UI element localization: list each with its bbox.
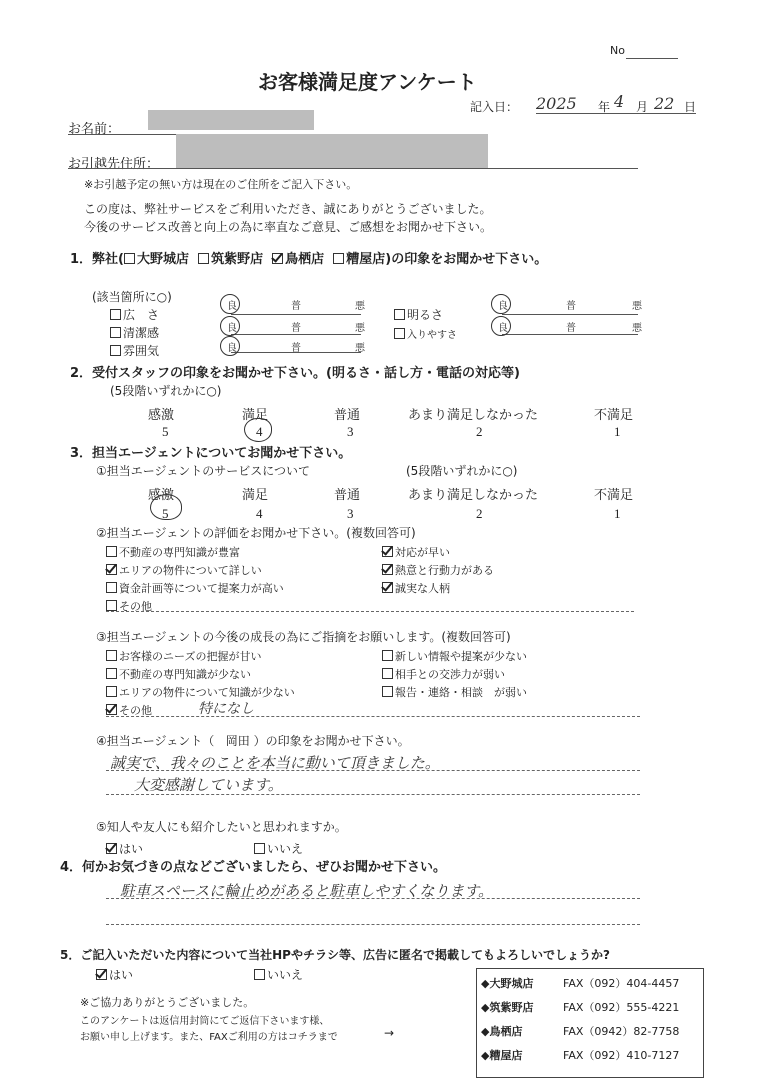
- date-month[interactable]: 4: [614, 92, 625, 111]
- rating-circle-good: [220, 294, 240, 314]
- q3-sub5-yes-label: はい: [119, 842, 144, 856]
- address-note: ※お引越予定の無い方は現在のご住所をご記入下さい。: [84, 178, 358, 191]
- address-label: お引越先住所：: [68, 157, 160, 172]
- q2-option-label-4: 満足: [242, 408, 269, 423]
- q5-no: [254, 966, 303, 983]
- contact-store-onojo: ◆大野城店: [481, 977, 534, 990]
- q2-option-label-1: 不満足: [594, 408, 634, 423]
- q1-suffix: )の印象をお聞かせ下さい。: [385, 252, 548, 267]
- q3-sub3-item-knowledge: [106, 666, 251, 682]
- q3-sub3-other-text[interactable]: 特になし: [198, 701, 254, 717]
- q3-sub5-checkbox-yes[interactable]: [106, 843, 117, 854]
- q3-sub5-title: ⑤知人や友人にも紹介したいと思われますか。: [96, 820, 347, 834]
- q3-sub2-label-area: エリアの物件について詳しい: [119, 564, 262, 577]
- q2-option-value-2[interactable]: 2: [476, 424, 483, 439]
- contact-fax-kasuya: FAX（092）410-7127: [563, 1049, 680, 1062]
- scale-mid-label: 普: [566, 323, 576, 334]
- contact-fax-onojo: FAX（092）404-4457: [563, 977, 680, 990]
- scale-line[interactable]: [231, 314, 361, 315]
- q2-title: 2．受付スタッフの印象をお聞かせ下さい。(明るさ・話し方・電話の対応等): [70, 366, 520, 381]
- q3-sub4-title-pre: ④担当エージェント（: [96, 734, 215, 748]
- q1-item-space-label: 広 さ: [123, 308, 160, 322]
- q3-sub2-label-passion: 熱意と行動力がある: [395, 564, 494, 577]
- name-label: お名前：: [68, 122, 121, 137]
- q3-sub3-checkbox-needs[interactable]: [106, 650, 117, 661]
- page-title: お客様満足度アンケート: [258, 70, 477, 94]
- q1-item-atmosphere-label: 雰囲気: [123, 344, 160, 358]
- q3-sub4-answer-line-2[interactable]: 大変感謝しています。: [134, 776, 283, 794]
- q3-sub3-label-area: エリアの物件について知識が少ない: [119, 686, 295, 699]
- q5-checkbox-no[interactable]: [254, 969, 265, 980]
- q3-sub4-answer-line-1[interactable]: 誠実で、我々のことを本当に動いて頂きました。: [110, 754, 440, 772]
- q3-option-value-4[interactable]: 4: [256, 506, 263, 521]
- q3-option-label-2: あまり満足しなかった: [408, 488, 539, 503]
- rating-circle-good: [491, 294, 511, 314]
- q3-sub2-label-sincere: 誠実な人柄: [395, 582, 450, 595]
- q3-sub3-checkbox-reporting[interactable]: [382, 686, 393, 697]
- scale-good-label: 良: [498, 301, 508, 312]
- intro-line-2: 今後のサービス改善と向上の為に率直なご意見、ご感想をお聞かせ下さい。: [84, 220, 493, 234]
- q1-item-brightness-label: 明るさ: [407, 308, 444, 322]
- q3-sub2-checkbox-area[interactable]: [106, 564, 117, 575]
- number-label: No: [610, 44, 625, 57]
- q3-sub3-item-negotiation: [382, 666, 505, 682]
- address-underline: [68, 168, 638, 169]
- q3-sub2-checkbox-finance[interactable]: [106, 582, 117, 593]
- scale-bad-label: 悪: [355, 343, 365, 354]
- q3-sub2-checkbox-passion[interactable]: [382, 564, 393, 575]
- q1-item-brightness: [394, 306, 443, 323]
- q1-item-clean: [110, 324, 159, 341]
- q3-sub3-label-needs: お客様のニーズの把握が甘い: [119, 650, 262, 663]
- q1-checkbox-clean[interactable]: [110, 327, 121, 338]
- q2-option-label-3: 普通: [334, 408, 361, 423]
- date-underline: [536, 113, 696, 114]
- rating-circle-good: [220, 336, 240, 356]
- scale-line[interactable]: [231, 352, 361, 353]
- q3-sub3-item-needs: [106, 648, 261, 664]
- fax-contact-box: [476, 968, 704, 1078]
- scale-bad-label: 悪: [355, 301, 365, 312]
- q3-sub2-item-sincere: [382, 580, 450, 596]
- q3-sub2-item-quick: [382, 544, 450, 560]
- q3-sub4-title: [96, 732, 410, 749]
- intro-line-1: この度は、弊社サービスをご利用いただき、誠にありがとうございました。: [84, 202, 492, 216]
- store-checkbox-onojo[interactable]: [124, 253, 135, 264]
- q2-option-value-4[interactable]: 4: [256, 424, 263, 439]
- rating-circle-good: [491, 316, 511, 336]
- scale-good-label: 良: [227, 343, 237, 354]
- q3-option-label-5: 感激: [148, 488, 175, 503]
- q1-checkbox-space[interactable]: [110, 309, 121, 320]
- store-checkbox-tosu[interactable]: [272, 253, 283, 264]
- q3-sub2-item-area: [106, 562, 262, 578]
- store-label-onojo: 大野城店: [137, 252, 190, 267]
- q3-sub3-other-line[interactable]: [106, 716, 640, 717]
- q3-sub1-title: ①担当エージェントのサービスについて: [96, 464, 311, 478]
- q4-title: 4．何かお気づきの点などございましたら、ぜひお聞かせ下さい。: [60, 860, 447, 875]
- q3-option-value-3[interactable]: 3: [347, 506, 354, 521]
- q1-item-accessibility: [394, 326, 457, 341]
- q3-sub5-yes: [106, 840, 143, 857]
- footer-thanks: ※ご協力ありがとうございました。: [80, 996, 255, 1009]
- q1-item-accessibility-label: 入りやすさ: [407, 330, 457, 341]
- q2-option-value-5[interactable]: 5: [162, 424, 169, 439]
- footer-note-1: このアンケートは返信用封筒にてご返信下さいます様、: [80, 1016, 330, 1027]
- scale-bad-label: 悪: [355, 323, 365, 334]
- q1-checkbox-brightness[interactable]: [394, 309, 405, 320]
- contact-store-kasuya: ◆糟屋店: [481, 1049, 523, 1062]
- store-label-chikushino: 筑紫野店: [211, 252, 264, 267]
- q2-selection-circle: [244, 418, 272, 442]
- scale-good-label: 良: [227, 323, 237, 334]
- q3-sub3-label-reporting: 報告・連絡・相談 が弱い: [395, 686, 527, 699]
- q3-sub3-label-proposals: 新しい情報や提案が少ない: [395, 650, 527, 663]
- q2-option-label-2: あまり満足しなかった: [408, 408, 539, 423]
- q5-checkbox-yes[interactable]: [96, 969, 107, 980]
- q3-sub2-item-passion: [382, 562, 494, 578]
- date-day[interactable]: 22: [654, 94, 675, 113]
- q3-sub3-checkbox-proposals[interactable]: [382, 650, 393, 661]
- q3-sub2-item-knowledge: [106, 544, 240, 560]
- q1-checkbox-accessibility[interactable]: [394, 328, 405, 339]
- q1-instruction: (該当箇所に○): [92, 290, 172, 304]
- q2-option-label-5: 感激: [148, 408, 175, 423]
- q3-sub3-item-reporting: [382, 684, 527, 700]
- scale-line[interactable]: [502, 334, 638, 335]
- store-checkbox-kasuya[interactable]: [333, 253, 344, 264]
- q4-line-1: [106, 898, 640, 899]
- q1-prefix: 1．弊社(: [70, 252, 124, 267]
- q1-item-atmosphere: [110, 342, 159, 359]
- footer-note-2: お願い申し上げます。また、FAXご利用の方はコチラまで: [80, 1032, 338, 1043]
- q2-option-value-1[interactable]: 1: [614, 424, 621, 439]
- address-redaction: [176, 134, 488, 168]
- store-checkbox-chikushino[interactable]: [198, 253, 209, 264]
- q3-sub3-item-proposals: [382, 648, 527, 664]
- q3-option-value-1[interactable]: 1: [614, 506, 621, 521]
- q1-title: [70, 248, 547, 267]
- store-label-kasuya: 糟屋店: [346, 252, 386, 267]
- q3-sub1-instruction: (5段階いずれかに○): [406, 464, 518, 478]
- q3-option-label-3: 普通: [334, 488, 361, 503]
- rating-circle-good: [220, 316, 240, 336]
- arrow-right-icon: →: [384, 1026, 395, 1040]
- q3-sub2-label-quick: 対応が早い: [395, 546, 450, 559]
- date-label: 記入日：: [470, 100, 519, 114]
- q3-title: 3．担当エージェントについてお聞かせ下さい。: [70, 446, 352, 461]
- q3-sub2-title: ②担当エージェントの評価をお聞かせ下さい。(複数回答可): [96, 526, 416, 540]
- q3-sub3-title: ③担当エージェントの今後の成長の為にご指摘をお願いします。(複数回答可): [96, 630, 511, 644]
- q3-sub2-checkbox-quick[interactable]: [382, 546, 393, 557]
- q3-option-value-2[interactable]: 2: [476, 506, 483, 521]
- q3-sub2-checkbox-sincere[interactable]: [382, 582, 393, 593]
- contact-store-chikushino: ◆筑紫野店: [481, 1001, 534, 1014]
- q3-sub3-label-knowledge: 不動産の専門知識が少ない: [119, 668, 251, 681]
- date-year[interactable]: 2025: [536, 94, 577, 113]
- q3-sub2-checkbox-knowledge[interactable]: [106, 546, 117, 557]
- scale-mid-label: 普: [291, 343, 301, 354]
- q3-sub5-no: [254, 840, 303, 857]
- q3-sub2-label-finance: 資金計画等について提案力が高い: [119, 582, 284, 595]
- q3-sub4-line-2: [106, 794, 640, 795]
- q3-sub2-checkbox-other[interactable]: [106, 600, 117, 611]
- q1-checkbox-atmosphere[interactable]: [110, 345, 121, 356]
- name-redaction: [148, 110, 314, 130]
- q3-sub3-checkbox-negotiation[interactable]: [382, 668, 393, 679]
- q3-sub2-other-line[interactable]: [106, 611, 634, 612]
- q5-yes: [96, 966, 133, 983]
- q3-sub4-line-1: [106, 770, 640, 771]
- scale-mid-label: 普: [291, 301, 301, 312]
- q3-option-label-1: 不満足: [594, 488, 634, 503]
- q2-option-value-3[interactable]: 3: [347, 424, 354, 439]
- q3-sub3-checkbox-knowledge[interactable]: [106, 668, 117, 679]
- q3-sub3-label-negotiation: 相手との交渉力が弱い: [395, 668, 505, 681]
- q3-sub2-item-finance: [106, 580, 284, 596]
- day-unit: 日: [684, 100, 697, 114]
- scale-bad-label: 悪: [632, 323, 642, 334]
- q1-item-clean-label: 清潔感: [123, 326, 160, 340]
- q3-sub2-label-other: その他: [119, 600, 152, 613]
- q3-sub3-checkbox-area[interactable]: [106, 686, 117, 697]
- agent-name: 岡田: [225, 734, 250, 748]
- q3-sub3-checkbox-other[interactable]: [106, 704, 117, 715]
- scale-good-label: 良: [498, 323, 508, 334]
- q3-option-label-4: 満足: [242, 488, 269, 503]
- q4-line-2: [106, 924, 640, 925]
- q3-sub2-label-knowledge: 不動産の専門知識が豊富: [119, 546, 240, 559]
- q5-no-label: いいえ: [267, 968, 304, 982]
- q3-option-value-5[interactable]: 5: [162, 506, 169, 521]
- q5-title: 5．ご記入いただいた内容について当社HPやチラシ等、広告に匿名で掲載してもよろしいでしょうか?: [60, 948, 610, 962]
- q3-selection-circle: [150, 494, 182, 520]
- year-unit: 年: [598, 100, 611, 114]
- contact-store-tosu: ◆鳥栖店: [481, 1025, 523, 1038]
- scale-good-label: 良: [227, 301, 237, 312]
- q3-sub4-title-post: ）の印象をお聞かせ下さい。: [253, 734, 410, 748]
- scale-bad-label: 悪: [632, 301, 642, 312]
- scale-line[interactable]: [502, 314, 638, 315]
- month-unit: 月: [636, 100, 649, 114]
- contact-fax-tosu: FAX（0942）82-7758: [563, 1025, 680, 1038]
- number-underline: [626, 58, 678, 59]
- scale-mid-label: 普: [291, 323, 301, 334]
- q3-sub5-no-label: いいえ: [267, 842, 304, 856]
- scale-line[interactable]: [231, 334, 361, 335]
- contact-fax-chikushino: FAX（092）555-4221: [563, 1001, 680, 1014]
- q4-answer[interactable]: 駐車スペースに輪止めがあると駐車しやすくなります。: [120, 882, 494, 900]
- q1-item-space: [110, 306, 159, 323]
- q5-yes-label: はい: [109, 968, 134, 982]
- q2-instruction: (5段階いずれかに○): [110, 384, 222, 398]
- q3-sub3-label-other: その他: [119, 704, 152, 717]
- store-label-tosu: 鳥栖店: [285, 252, 325, 267]
- scale-mid-label: 普: [566, 301, 576, 312]
- q3-sub5-checkbox-no[interactable]: [254, 843, 265, 854]
